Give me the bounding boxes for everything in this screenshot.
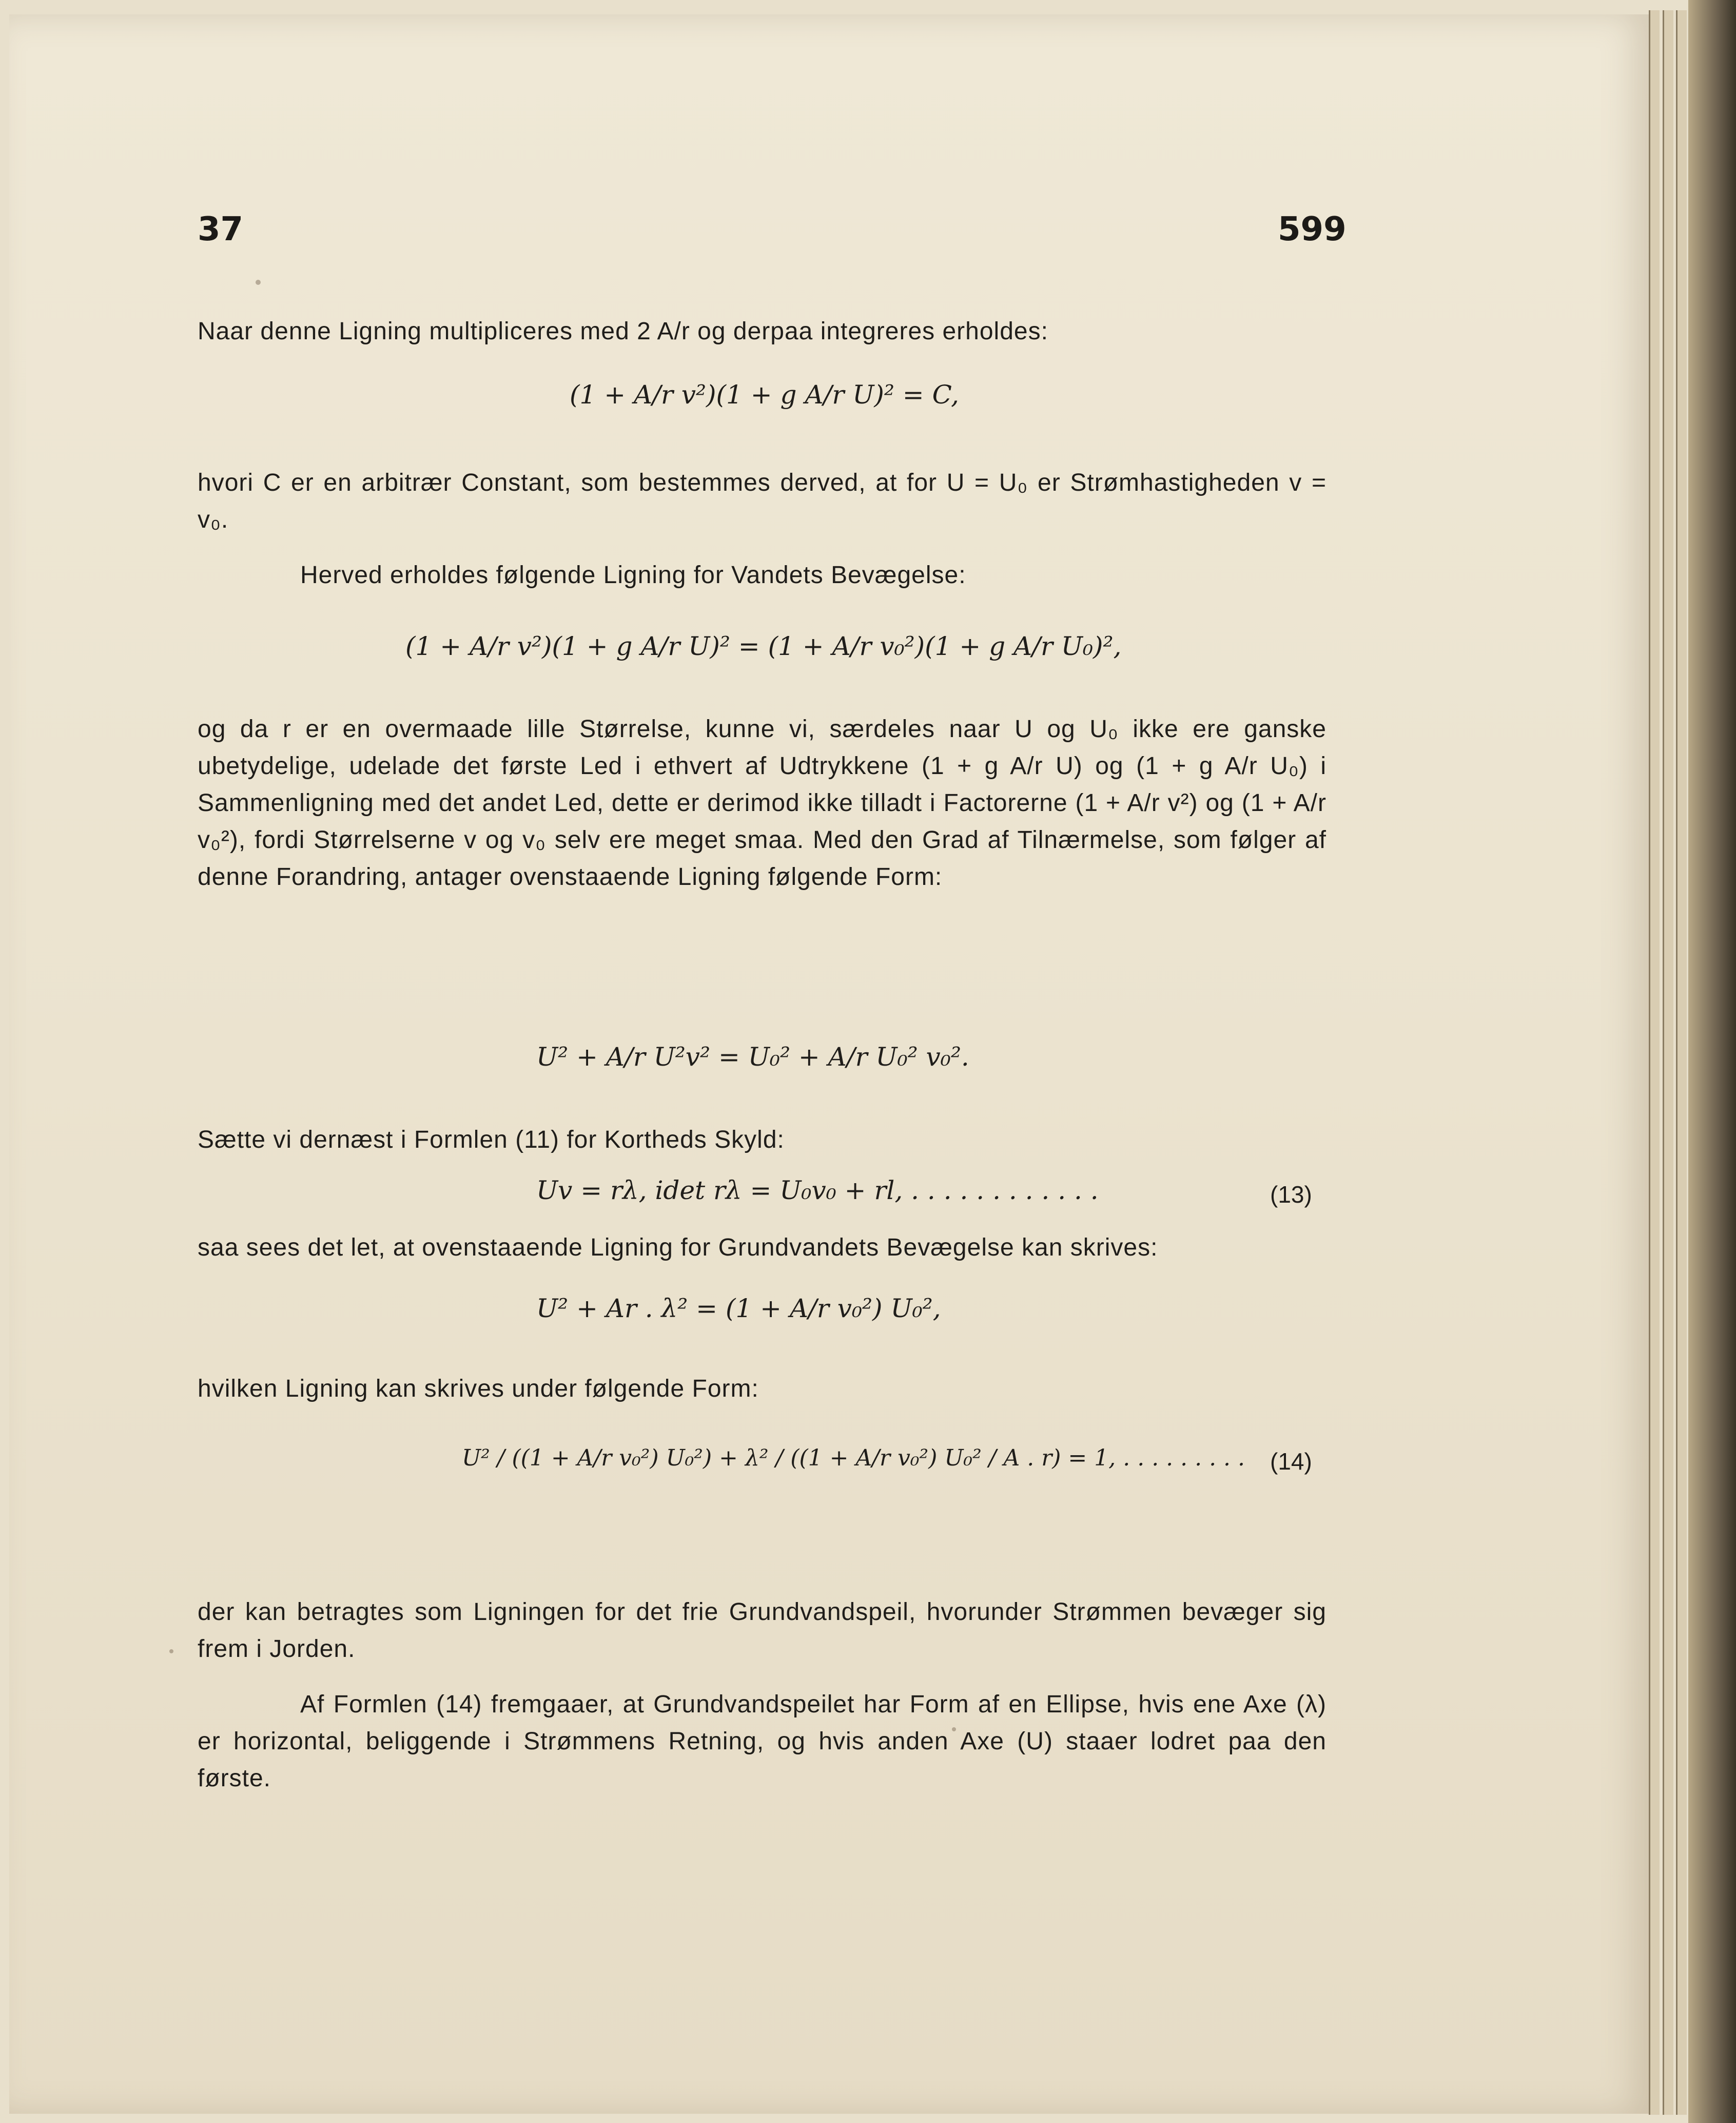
paragraph-9 [198,1686,1327,1797]
paragraph-7 [198,1371,1327,1407]
equation-4: Uv = rλ, idet rλ = U₀v₀ + rl, . . . . . . . . . . . . [536,1175,1099,1205]
paragraph-text: Naar denne Ligning multipliceres med 2 A/r og derpaa integreres erholdes: [198,318,1048,345]
paragraph-text: Sætte vi dernæst i Formlen (11) for Kortheds Skyld: [198,1126,785,1153]
paragraph-6 [198,1229,1327,1266]
paper-speck [256,280,261,285]
page-number-left: 37 [198,210,244,248]
paragraph-text: saa sees det let, at ovenstaaende Ligning for Grundvandets Bevægelse kan skrives: [198,1234,1158,1261]
book-spine-edge [1688,0,1736,2123]
equation-3: U² + A/r U²v² = U₀² + A/r U₀² v₀². [536,1042,969,1072]
equation-1: (1 + A/r v²)(1 + g A/r U)² = C, [570,380,959,410]
paragraph-text: og da r er en overmaade lille Størrelse, kunne vi, særdeles naar U og U₀ ikke ere ganske ubetydelige, udelade det første Led i ethvert af Udtrykkene (1 + g A/r U) og (1 + g A/r U₀) i Sammenligning med det andet Led, dette er derimod ikke tilladt i Factorerne (1 + A/r v²) og (1 + A/r v₀²), fordi Størrelserne v og v₀ selv ere meget smaa. Med den Grad af Tilnærmelse, som følger af denne Forandring, antager ovenstaaende Ligning følgende Form: [198,716,1327,891]
paragraph-text: hvori C er en arbitrær Constant, som bestemmes derved, at for U = U₀ er Strømhastigheden v = v₀. [198,469,1327,533]
paragraph-text: Herved erholdes følgende Ligning for Vandets Bevægelse: [300,562,966,589]
paragraph-text: hvilken Ligning kan skrives under følgende Form: [198,1375,759,1402]
page-edge [1676,10,1687,2115]
equation-number-13: (13) [1270,1181,1312,1208]
paragraph-1 [198,313,1327,350]
paper-speck [952,1727,956,1731]
paragraph-8 [198,1594,1327,1668]
paragraph-5 [198,1122,1327,1159]
paper-speck [169,1649,173,1653]
equation-5: U² + Ar . λ² = (1 + A/r v₀²) U₀², [536,1294,941,1323]
paragraph-3 [198,557,1327,594]
paragraph-text: der kan betragtes som Ligningen for det frie Grundvandspeil, hvorunder Strømmen bevæger sig frem i Jorden. [198,1598,1327,1663]
paragraph-4 [198,711,1327,896]
paragraph-2 [198,465,1327,538]
page-number-right: 599 [1278,210,1347,248]
equation-2: (1 + A/r v²)(1 + g A/r U)² = (1 + A/r v₀²)(1 + g A/r U₀)², [405,631,1122,661]
equation-6: U² / ((1 + A/r v₀²) U₀²) + λ² / ((1 + A/r v₀²) U₀² / A . r) = 1, . . . . . . . . . [462,1445,1245,1471]
equation-number-14: (14) [1270,1448,1312,1475]
page-edge [1663,10,1673,2115]
page-edge [1649,10,1660,2115]
paragraph-text: Af Formlen (14) fremgaaer, at Grundvandspeilet har Form af en Ellipse, hvis ene Axe (λ) er horizontal, beliggende i Strømmens Retning, og hvis anden Axe (U) staaer lodret paa den første. [198,1691,1327,1792]
